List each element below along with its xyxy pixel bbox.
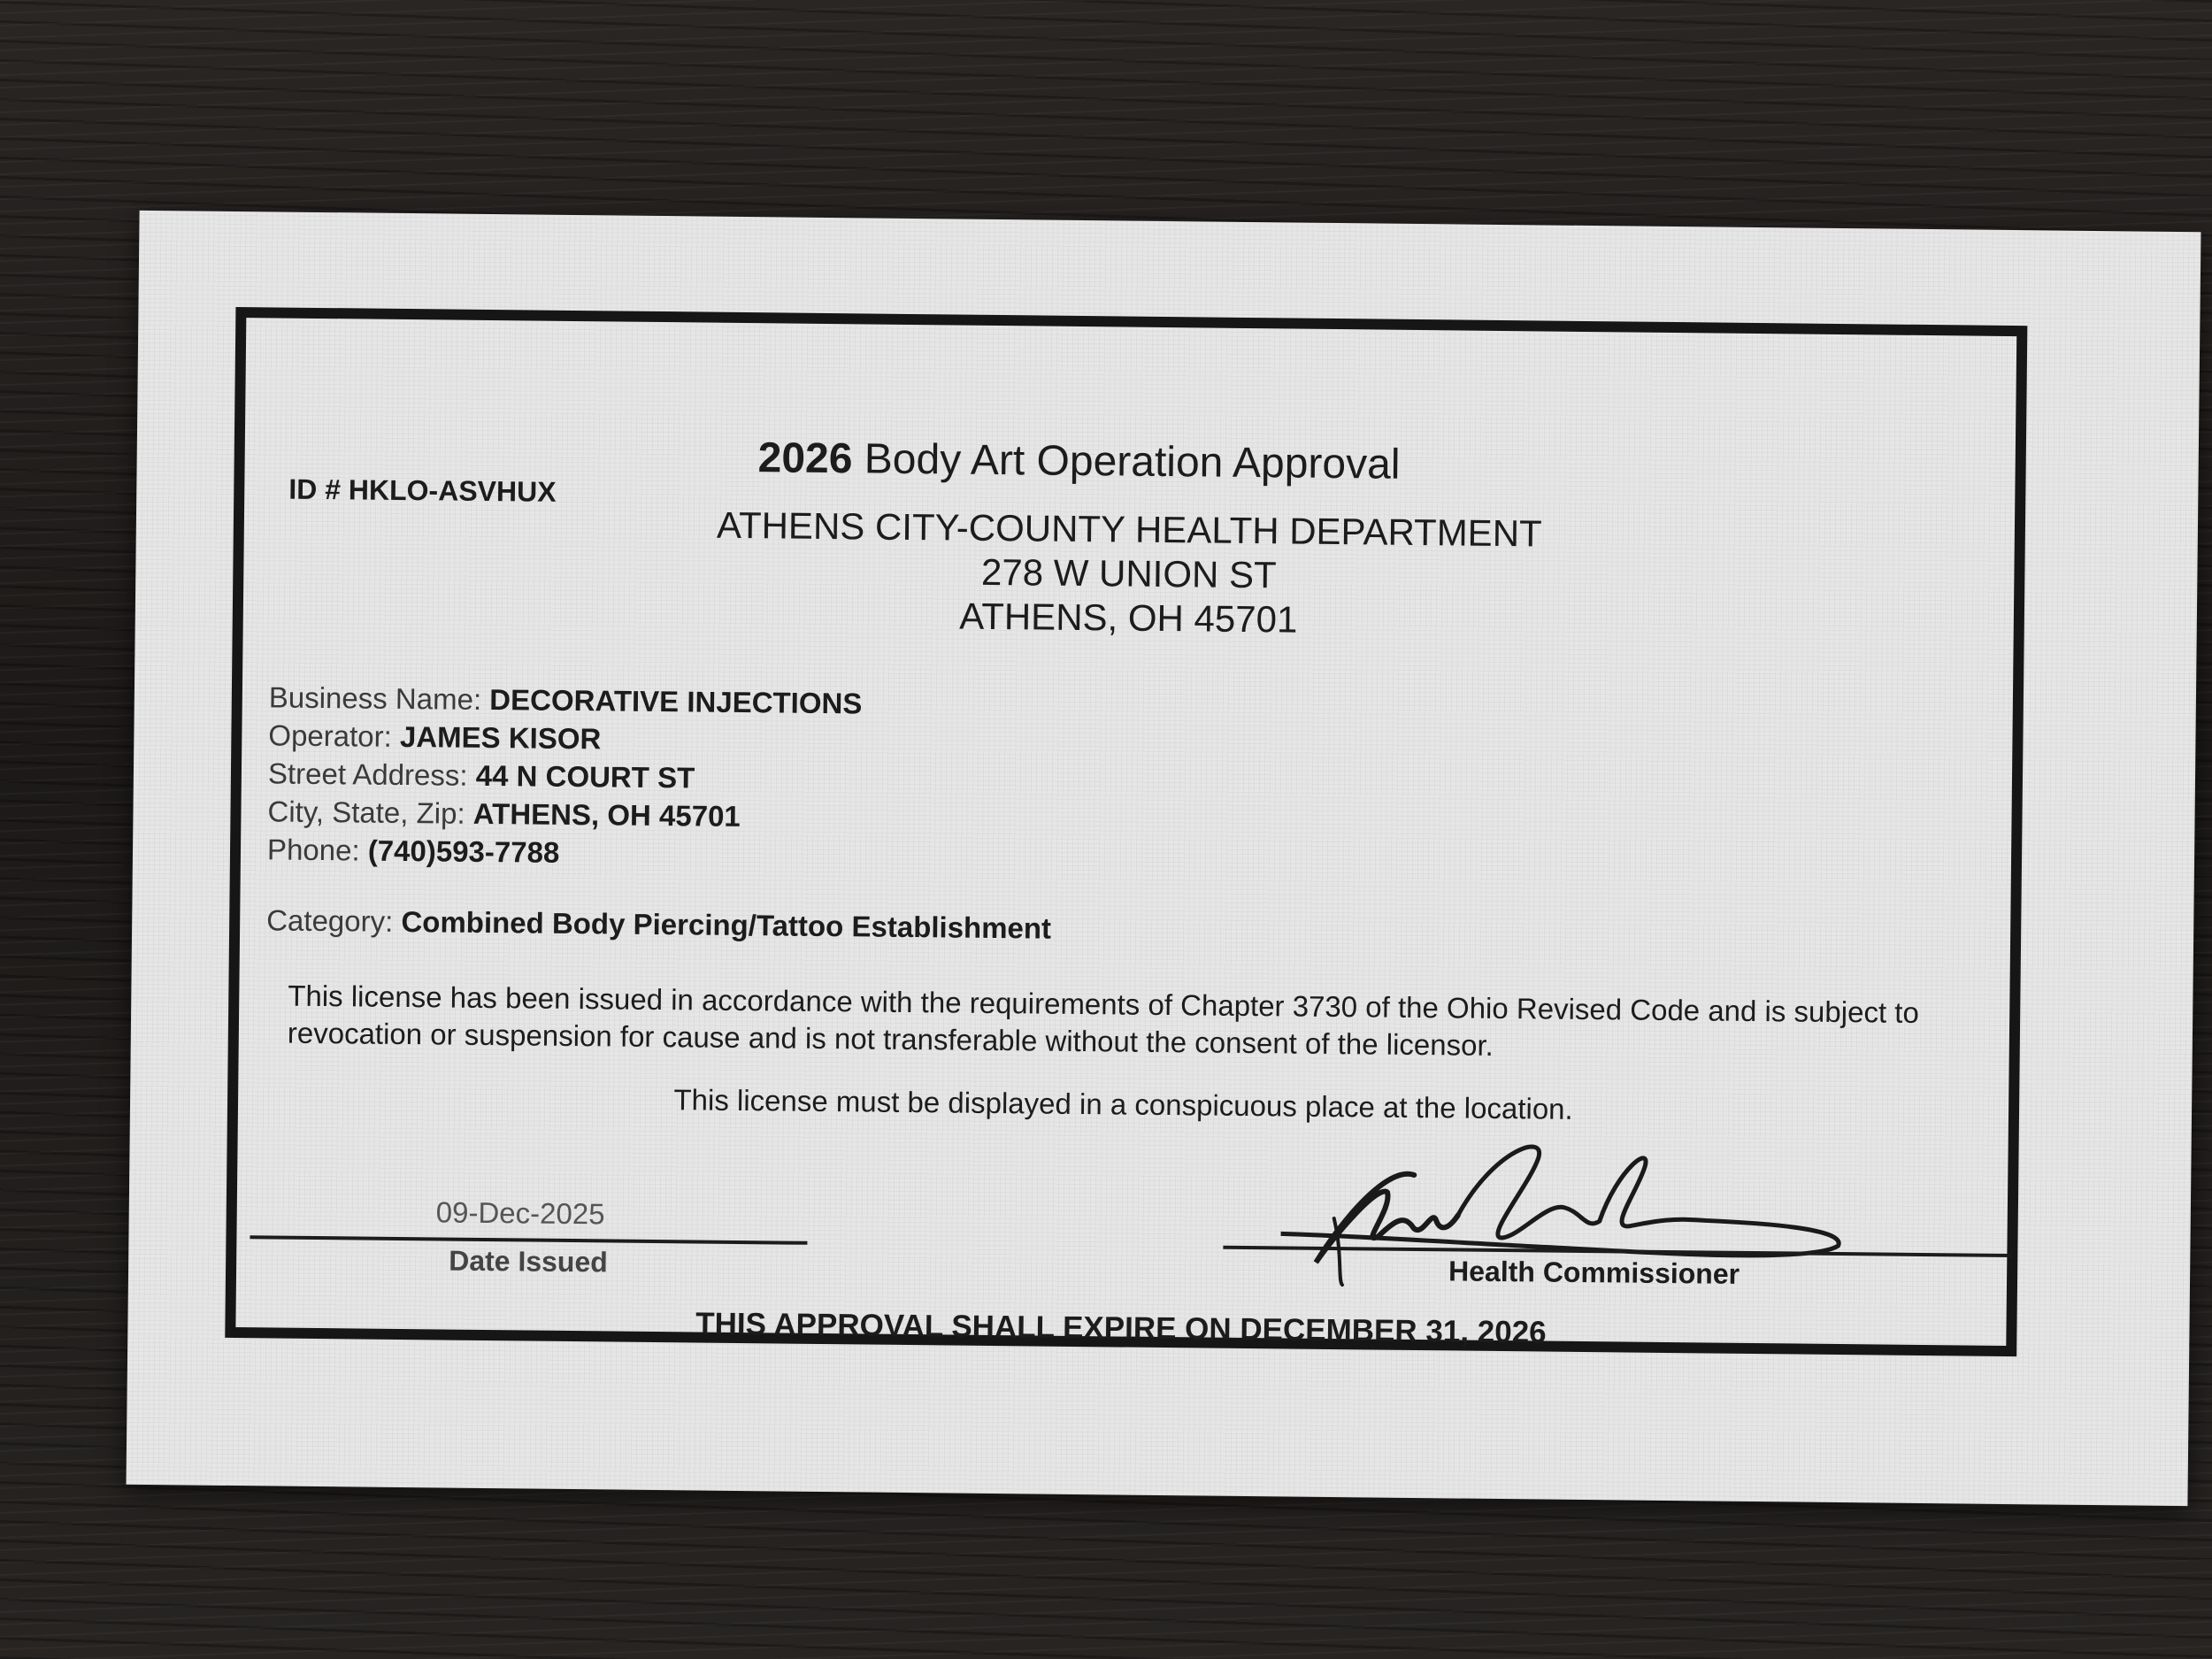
approval-certificate	[127, 211, 2201, 1506]
category-row	[266, 903, 1051, 945]
city-state-zip-value: ATHENS, OH 45701	[472, 796, 741, 833]
title-year: 2026	[757, 434, 853, 483]
business-name-value: DECORATIVE INJECTIONS	[489, 683, 863, 720]
certificate-border	[225, 307, 2027, 1356]
phone-row	[267, 833, 560, 869]
license-notice: This license has been issued in accordance with the requirements of Chapter 3730 of the Ohio Revised Code and is subject to revocation or suspension for cause and is not transferable without the consent of the licensor.	[287, 979, 1919, 1062]
category-label: Category:	[266, 903, 394, 938]
date-issued-line	[250, 1235, 807, 1245]
department-street: 278 W UNION ST	[980, 550, 1277, 596]
id-value: HKLO-ASVHUX	[348, 473, 557, 508]
display-notice: This license must be displayed in a conspicuous place at the location.	[673, 1083, 1573, 1125]
title-text: Body Art Operation Approval	[864, 435, 1401, 488]
department-name: ATHENS CITY-COUNTY HEALTH DEPARTMENT	[716, 503, 1542, 555]
street-address-row	[268, 757, 695, 795]
date-issued-label: Date Issued	[449, 1244, 608, 1279]
business-name-label: Business Name:	[268, 680, 482, 716]
business-name-row	[269, 680, 863, 720]
certificate-title	[757, 434, 1400, 489]
operator-label: Operator:	[268, 718, 392, 753]
city-state-zip-row	[267, 795, 741, 833]
operator-value: JAMES KISOR	[399, 719, 602, 756]
id-label: ID #	[288, 472, 342, 506]
street-address-label: Street Address:	[267, 757, 468, 792]
signature-label: Health Commissioner	[1448, 1255, 1740, 1290]
street-address-value: 44 N COURT ST	[475, 758, 695, 795]
date-issued-value: 09-Dec-2025	[435, 1195, 605, 1231]
phone-label: Phone:	[266, 833, 360, 867]
category-value: Combined Body Piercing/Tattoo Establishment	[401, 904, 1052, 945]
phone-value: (740)593-7788	[367, 833, 560, 869]
department-city: ATHENS, OH 45701	[959, 595, 1298, 641]
city-state-zip-label: City, State, Zip:	[267, 795, 465, 830]
operator-row	[268, 718, 601, 756]
expiry-notice: THIS APPROVAL SHALL EXPIRE ON DECEMBER 31, 2026	[695, 1306, 1547, 1350]
